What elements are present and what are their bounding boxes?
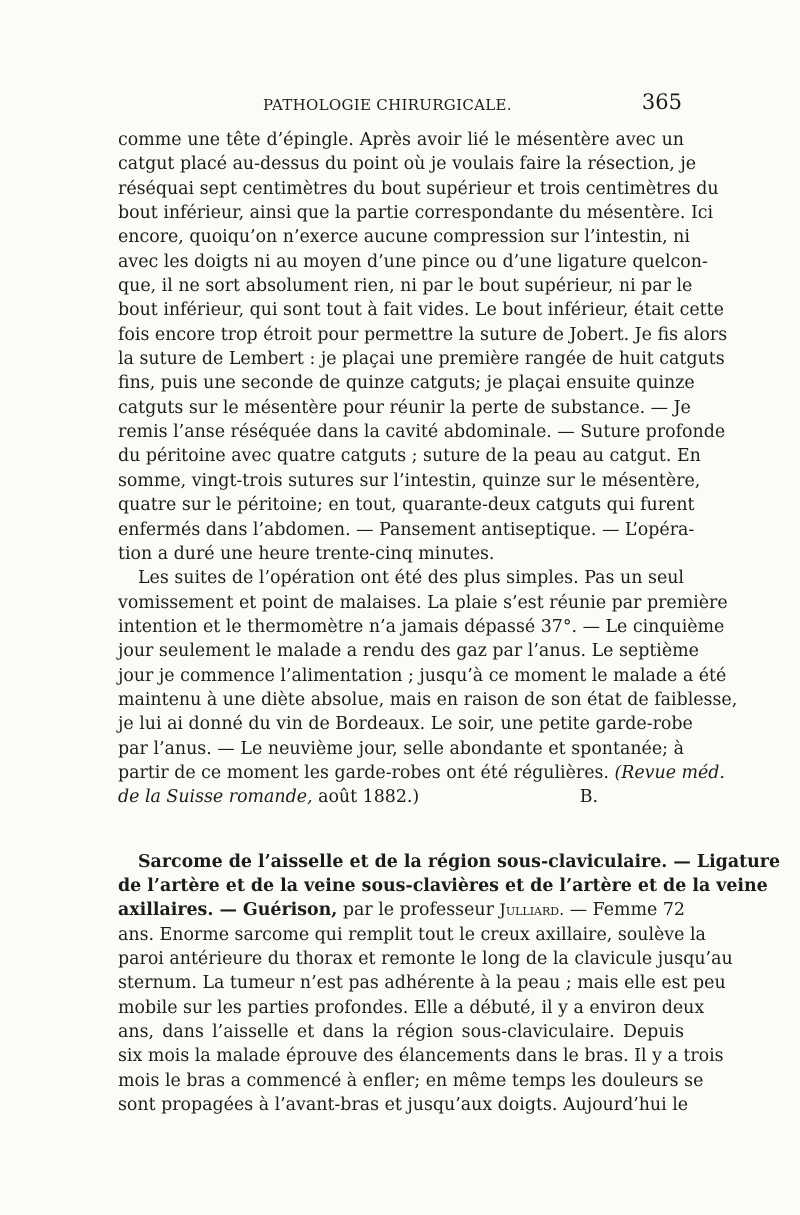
- text-line: avec les doigts ni au moyen d’une pince ou d’une ligature quelcon-: [118, 251, 708, 272]
- text-line: que, il ne sort absolument rien, ni par le bout supérieur, ni par le: [118, 276, 693, 297]
- section-gap: [118, 810, 684, 850]
- text-line: mois le bras a commencé à enfler; en même temps les douleurs se: [118, 1070, 704, 1091]
- running-title: PATHOLOGIE CHIRURGICALE.: [263, 96, 512, 114]
- article-author: Julliard.: [499, 900, 565, 920]
- text-line: bout inférieur, qui sont tout à fait vides. Le bout inférieur, était cette: [118, 300, 724, 321]
- text-line: la suture de Lembert : je plaçai une première rangée de huit catguts: [118, 349, 725, 370]
- text-line: enfermés dans l’abdomen. — Pansement antiseptique. — L’opéra-: [118, 519, 695, 540]
- journal-reference-title: de la Suisse romande,: [118, 787, 313, 808]
- article-section: [118, 850, 781, 1118]
- page-header: [118, 92, 682, 122]
- text-line: fins, puis une seconde de quinze catguts; je plaçai ensuite quinze: [118, 373, 695, 394]
- article-title-line: [118, 898, 684, 922]
- text-line: sternum. La tumeur n’est pas adhérente à la peau ; mais elle est peu: [118, 973, 726, 994]
- text-line: quatre sur le péritoine; en tout, quarante-deux catguts qui furent: [118, 495, 695, 516]
- article-byline: par le professeur: [342, 900, 494, 921]
- patient-info: — Femme 72: [569, 900, 685, 921]
- paragraph-2: [118, 566, 738, 809]
- article-title-line: de l’artère et de la veine sous-clavières et de l’artère et de la veine: [118, 875, 768, 896]
- journal-reference-open: (Revue méd.: [614, 762, 725, 783]
- text-line: remis l’anse réséquée dans la cavité abdominale. — Suture profonde: [118, 422, 726, 443]
- text-line: encore, quoiqu’on n’exerce aucune compression sur l’intestin, ni: [118, 227, 690, 248]
- text-line: ans. Enorme sarcome qui remplit tout le creux axillaire, soulève la: [118, 924, 706, 945]
- text-line: somme, vingt-trois sutures sur l’intestin, quinze sur le mésentère,: [118, 470, 701, 491]
- text-line: paroi antérieure du thorax et remonte le long de la clavicule jusqu’au: [118, 949, 733, 969]
- text-line: six mois la malade éprouve des élancements dans le bras. Il y a trois: [118, 1046, 724, 1067]
- article-title-end: axillaires. — Guérison,: [118, 900, 338, 921]
- text-line: tion a duré une heure trente-cinq minutes.: [118, 543, 495, 564]
- text-line: catgut placé au-dessus du point où je voulais faire la résection, je: [118, 154, 697, 175]
- text-line: sont propagées à l’avant-bras et jusqu’aux doigts. Aujourd’hui le: [118, 1095, 689, 1116]
- text-fragment: partir de ce moment les garde-robes ont été régulières.: [118, 762, 609, 783]
- text-line: par l’anus. — Le neuvième jour, selle abondante et spontanée; à: [118, 738, 684, 759]
- text-line: comme une tête d’épingle. Après avoir lié le mésentère avec un: [118, 130, 684, 150]
- text-line: je lui ai donné du vin de Bordeaux. Le soir, une petite garde-robe: [118, 714, 693, 735]
- text-line: maintenu à une diète absolue, mais en raison de son état de faiblesse,: [118, 689, 738, 710]
- text-line: jour seulement le malade a rendu des gaz par l’anus. Le septième: [118, 641, 699, 662]
- text-line: [118, 761, 725, 785]
- text-line: fois encore trop étroit pour permettre la suture de Jobert. Je fis alors: [118, 324, 728, 345]
- text-line: Les suites de l’opération ont été des plus simples. Pas un seul: [138, 568, 684, 589]
- text-line: réséquai sept centimètres du bout supérieur et trois centimètres du: [118, 178, 719, 199]
- signature: B.: [579, 787, 598, 808]
- text-line: du péritoine avec quatre catguts ; suture de la peau au catgut. En: [118, 446, 701, 467]
- reference-line: [118, 785, 684, 809]
- text-line: catguts sur le mésentère pour réunir la perte de substance. — Je: [118, 397, 691, 418]
- journal-reference-date: août 1882.): [318, 787, 420, 808]
- text-line: bout inférieur, ainsi que la partie correspondante du mésentère. Ici: [118, 203, 714, 224]
- text-line: jour je commence l’alimentation ; jusqu’à ce moment le malade a été: [118, 665, 727, 686]
- text-line: intention et le thermomètre n’a jamais dépassé 37°. — Le cinquième: [118, 616, 725, 637]
- body-text: [118, 128, 781, 1117]
- text-line: ans, dans l’aisselle et dans la région sous-claviculaire. Depuis: [118, 1022, 684, 1043]
- paragraph-1: [118, 128, 728, 566]
- text-line: vomissement et point de malaises. La plaie s’est réunie par première: [118, 592, 728, 613]
- text-line: mobile sur les parties profondes. Elle a débuté, il y a environ deux: [118, 997, 705, 1018]
- article-title-line: Sarcome de l’aisselle et de la région sous-claviculaire. — Ligature: [138, 851, 781, 872]
- page-number: 365: [641, 90, 682, 114]
